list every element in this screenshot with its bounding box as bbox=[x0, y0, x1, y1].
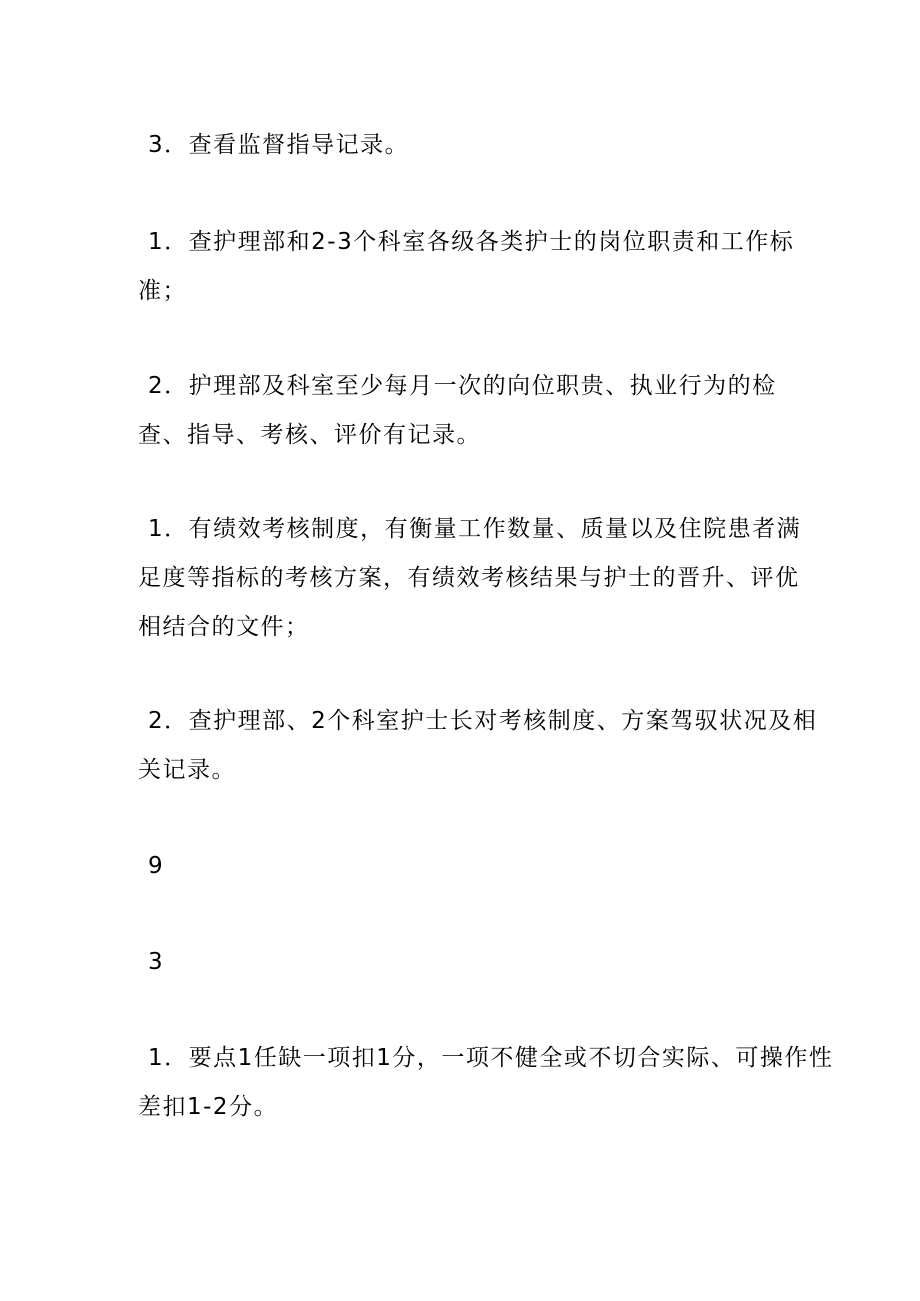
text-line: 差扣1-2分。 bbox=[138, 1094, 279, 1120]
text-line: 相结合的文件； bbox=[138, 614, 310, 640]
paragraph-score-3 bbox=[138, 938, 788, 987]
text-line: 关记录。 bbox=[138, 757, 236, 783]
paragraph-performance-system bbox=[138, 505, 802, 652]
paragraph-check-job-duties bbox=[138, 218, 795, 316]
text-line: 准； bbox=[138, 278, 187, 304]
paragraph-check-supervision-records bbox=[138, 121, 788, 170]
text-line: 足度等指标的考核方案，有绩效考核结果与护士的晋升、评优 bbox=[138, 565, 800, 591]
text-line: 查、指导、考核、评价有记录。 bbox=[138, 422, 481, 448]
text-line: 2．护理部及科室至少每月一次的向位职贵、执业行为的检 bbox=[148, 373, 777, 399]
paragraph-deduction-rules bbox=[138, 1034, 834, 1132]
text-line: 9 bbox=[148, 853, 165, 879]
text-line: 1．查护理部和2-3个科室各级各类护士的岗位职责和工作标 bbox=[148, 229, 795, 255]
paragraph-head-nurse-records bbox=[138, 697, 818, 795]
text-line: 1．要点1任缺一项扣1分，一项不健全或不切合实际、可操作性 bbox=[148, 1045, 834, 1071]
text-line: 3 bbox=[148, 949, 165, 975]
text-line: 2．查护理部、2个科室护士长对考核制度、方案驾驭状况及相 bbox=[148, 708, 818, 734]
paragraph-monthly-inspection bbox=[138, 362, 788, 460]
text-line: 1．有绩效考核制度，有衡量工作数量、质量以及住院患者满 bbox=[148, 516, 802, 542]
text-line: 3．查看监督指导记录。 bbox=[148, 132, 410, 158]
paragraph-score-9 bbox=[138, 842, 788, 891]
